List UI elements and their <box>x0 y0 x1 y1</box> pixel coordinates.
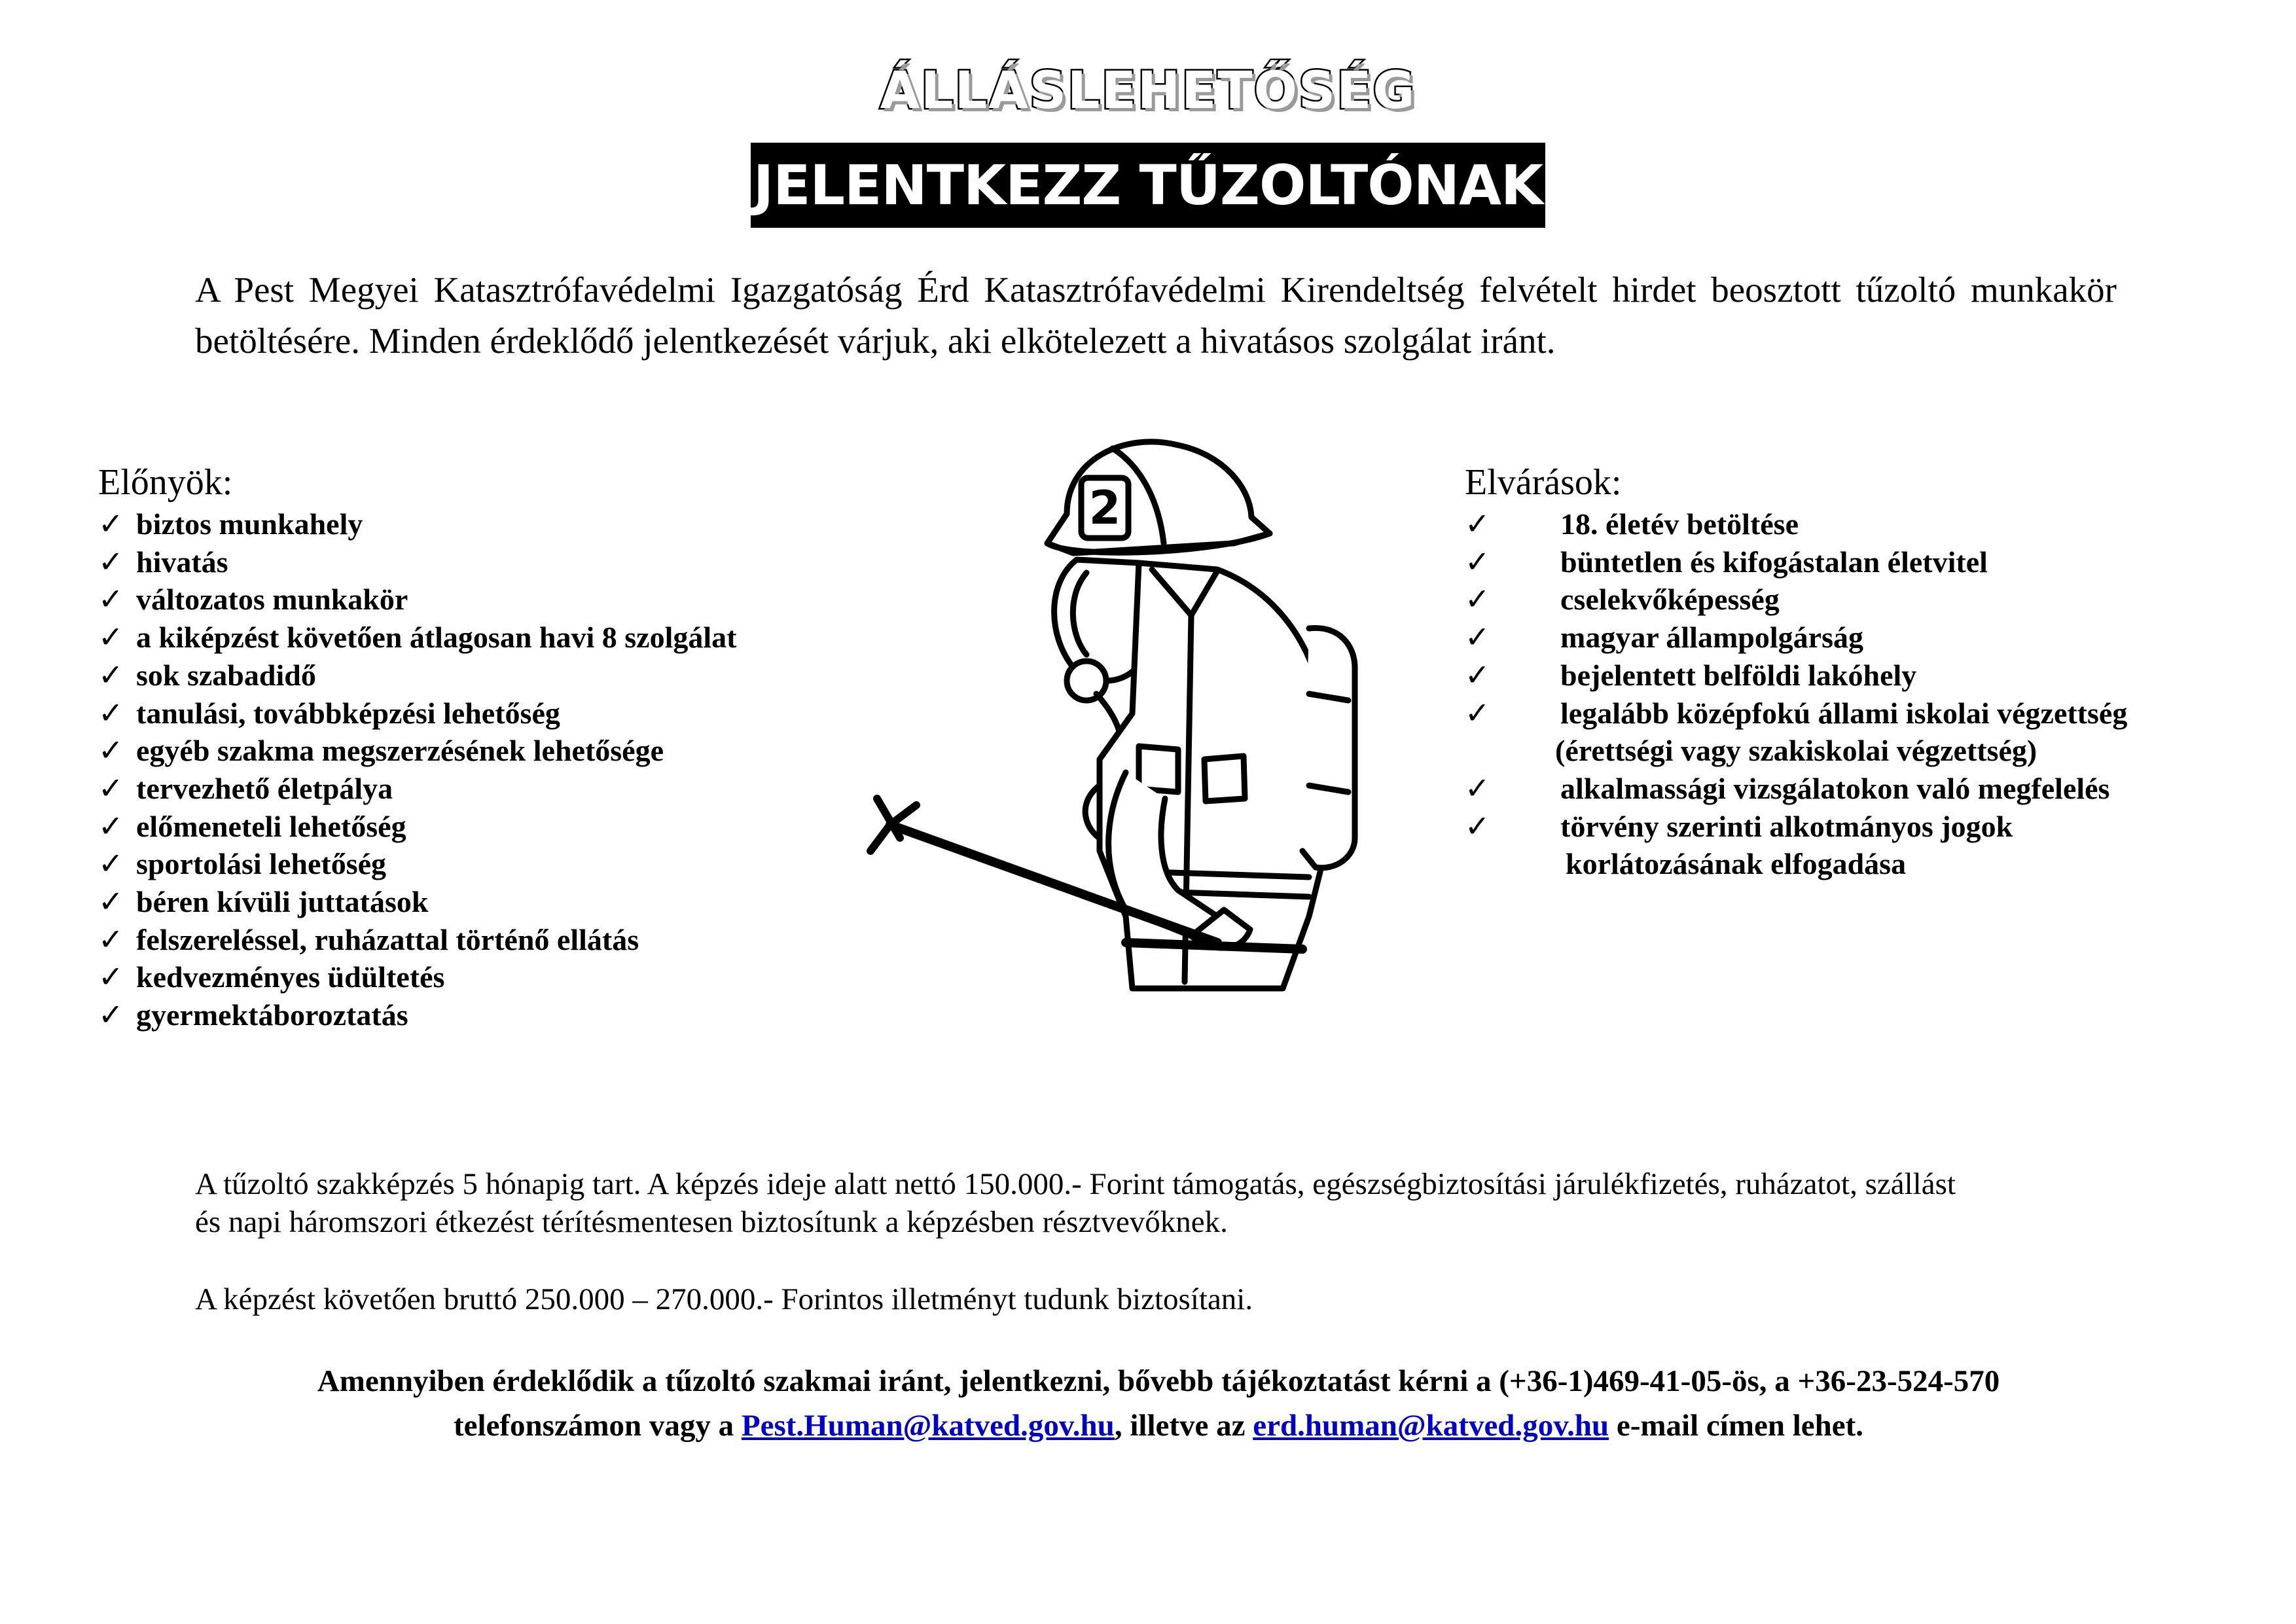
list-item: ✓ sportolási lehetőség <box>98 845 916 883</box>
training-line: A tűzoltó szakképzés 5 hónapig tart. A képzés ideje alatt nettó 150.000.- Forint támogatás, egészségbiztosítási járulékfizetés, ruházatot, szállást <box>195 1167 1956 1201</box>
list-item: ✓ törvény szerinti alkotmányos jogok <box>1465 808 2250 846</box>
list-item: ✓ előmeneteli lehetőség <box>98 808 916 846</box>
list-item: ✓ béren kívüli juttatások <box>98 883 916 921</box>
check-icon: ✓ <box>1465 696 1490 730</box>
list-item: ✓ büntetlen és kifogástalan életvitel <box>1465 543 2250 581</box>
list-item: ✓ cselekvőképesség <box>1465 581 2250 619</box>
contact-paragraph <box>131 1359 2186 1448</box>
check-icon: ✓ <box>98 734 124 768</box>
title-banner: JELENTKEZZ TŰZOLTÓNAK <box>751 143 1545 228</box>
list-item: ✓ hivatás <box>98 543 916 581</box>
list-item: ✓ legalább középfokú állami iskolai végzettség <box>1465 695 2250 732</box>
firefighter-illustration <box>851 419 1440 995</box>
requirements-section <box>1465 462 2250 883</box>
list-item-continuation: (érettségi vagy szakiskolai végzettség) <box>1555 734 2037 768</box>
requirements-title: Elvárások: <box>1465 462 1622 503</box>
contact-line: Amennyiben érdeklődik a tűzoltó szakmai iránt, jelentkezni, bővebb tájékoztatást kérni a (+36-1)469-41-05-ös, a +36-23-524-570 <box>317 1364 2000 1398</box>
check-icon: ✓ <box>98 885 124 919</box>
salary-paragraph: A képzést követően bruttó 250.000 – 270.000.- Forintos illetményt tudunk biztosítani. <box>195 1282 1253 1316</box>
tool-head <box>870 799 916 851</box>
check-icon: ✓ <box>98 771 124 805</box>
training-paragraph <box>195 1165 2119 1241</box>
air-tank <box>1302 628 1355 867</box>
list-item: ✓ a kiképzést követően átlagosan havi 8 szolgálat <box>98 619 916 657</box>
benefits-title: Előnyök: <box>98 462 233 503</box>
list-item: ✓ gyermektáboroztatás <box>98 996 916 1034</box>
helmet-number: 2 <box>1088 481 1121 535</box>
list-item: ✓ biztos munkahely <box>98 505 916 543</box>
email-link-pest[interactable]: Pest.Human@katved.gov.hu <box>741 1409 1115 1443</box>
check-icon: ✓ <box>1465 809 1490 843</box>
list-item: ✓ egyéb szakma megszerzésének lehetősége <box>98 732 916 770</box>
check-icon: ✓ <box>98 583 124 617</box>
email-link-erd[interactable]: erd.human@katved.gov.hu <box>1253 1409 1609 1443</box>
list-item: ✓ tanulási, továbbképzési lehetőség <box>98 695 916 732</box>
check-icon: ✓ <box>98 847 124 881</box>
check-icon: ✓ <box>1465 507 1490 541</box>
intro-paragraph: A Pest Megyei Katasztrófavédelmi Igazgatóság Érd Katasztrófavédelmi Kirendeltség felvételt hirdet beosztott tűzoltó munkakör betöltésére. Minden érdeklődő jelentkezését várjuk, aki elkötelezett a hivatásos szolgálat iránt. <box>195 270 2117 361</box>
list-item: ✓ kedvezményes üdültetés <box>98 958 916 996</box>
check-icon: ✓ <box>98 545 124 579</box>
list-item: ✓ 18. életév betöltése <box>1465 505 2250 543</box>
list-item: ✓ magyar állampolgárság <box>1465 619 2250 657</box>
check-icon: ✓ <box>98 507 124 541</box>
check-icon: ✓ <box>1465 658 1490 692</box>
page-title: ÁLLÁSLEHETŐSÉG <box>880 62 1416 120</box>
check-icon: ✓ <box>1465 771 1490 805</box>
requirements-list <box>1465 505 2250 883</box>
title-banner-wrap <box>0 143 2296 228</box>
check-icon: ✓ <box>98 809 124 843</box>
list-item-continuation: korlátozásának elfogadása <box>1566 847 1907 881</box>
check-icon: ✓ <box>98 696 124 730</box>
belt <box>1126 943 1302 949</box>
check-icon: ✓ <box>1465 621 1490 655</box>
list-item: ✓ felszereléssel, ruházattal történő ellátás <box>98 921 916 959</box>
check-icon: ✓ <box>98 621 124 655</box>
list-item: ✓ tervezhető életpálya <box>98 770 916 808</box>
contact-line: telefonszámon vagy a Pest.Human@katved.gov.hu, illetve az erd.human@katved.gov.hu e-mail címen lehet. <box>453 1409 1864 1443</box>
check-icon: ✓ <box>98 922 124 956</box>
training-line: és napi háromszori étkezést térítésmentesen biztosítunk a képzésben résztvevőknek. <box>195 1205 1228 1239</box>
check-icon: ✓ <box>98 998 124 1032</box>
benefits-list <box>98 505 916 1034</box>
check-icon: ✓ <box>98 658 124 692</box>
list-item: ✓ bejelentett belföldi lakóhely <box>1465 657 2250 695</box>
benefits-section <box>98 462 916 1034</box>
list-item: ✓ alkalmassági vizsgálatokon való megfelelés <box>1465 770 2250 808</box>
check-icon: ✓ <box>98 960 124 994</box>
list-item: ✓ sok szabadidő <box>98 657 916 695</box>
list-item: ✓ változatos munkakör <box>98 581 916 619</box>
check-icon: ✓ <box>1465 583 1490 617</box>
check-icon: ✓ <box>1465 545 1490 579</box>
